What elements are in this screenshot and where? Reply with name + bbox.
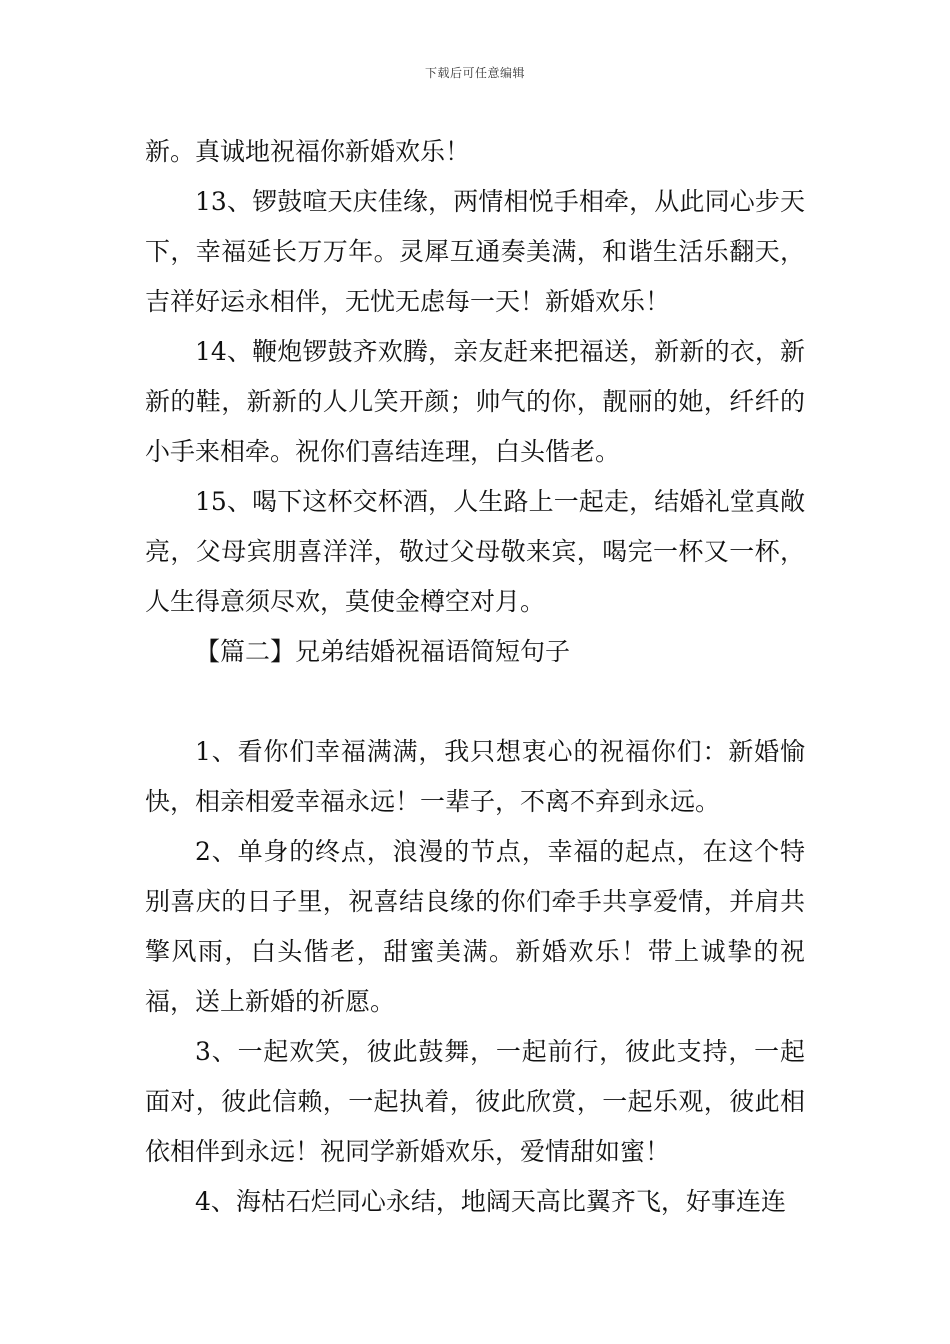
paragraph-14: 14、鞭炮锣鼓齐欢腾，亲友赶来把福送，新新的衣，新新的鞋，新新的人儿笑开颜；帅气的你，靓丽的她，纤纤的小手来相牵。祝你们喜结连理，白头偕老。 bbox=[145, 337, 805, 466]
paragraph-continuation: 新。真诚地祝福你新婚欢乐！ bbox=[145, 137, 471, 166]
page-header-note: 下载后可任意编辑 bbox=[424, 66, 525, 80]
section-heading: 【篇二】兄弟结婚祝福语简短句子 bbox=[195, 637, 571, 666]
paragraph-3: 3、一起欢笑，彼此鼓舞，一起前行，彼此支持，一起面对，彼此信赖，一起执着，彼此欣赏，一起乐观，彼此相依相伴到永远！祝同学新婚欢乐，爱情甜如蜜！ bbox=[145, 1037, 805, 1166]
paragraph-4: 4、海枯石烂同心永结，地阔天高比翼齐飞，好事连连 bbox=[195, 1187, 786, 1216]
section-spacer bbox=[145, 677, 805, 727]
paragraph-2: 2、单身的终点，浪漫的节点，幸福的起点，在这个特别喜庆的日子里，祝喜结良缘的你们牵手共享爱情，并肩共擎风雨，白头偕老，甜蜜美满。新婚欢乐！带上诚挚的祝福，送上新婚的祈愿。 bbox=[145, 837, 805, 1016]
paragraph-13: 13、锣鼓喧天庆佳缘，两情相悦手相牵，从此同心步天下，幸福延长万万年。灵犀互通奏美满，和谐生活乐翻天，吉祥好运永相伴，无忧无虑每一天！新婚欢乐！ bbox=[145, 187, 805, 316]
paragraph-1: 1、看你们幸福满满，我只想衷心的祝福你们：新婚愉快，相亲相爱幸福永远！一辈子，不离不弃到永远。 bbox=[145, 737, 805, 816]
paragraph-15: 15、喝下这杯交杯酒，人生路上一起走，结婚礼堂真敞亮，父母宾朋喜洋洋，敬过父母敬来宾，喝完一杯又一杯，人生得意须尽欢，莫使金樽空对月。 bbox=[145, 487, 805, 616]
document-body bbox=[145, 127, 805, 1227]
